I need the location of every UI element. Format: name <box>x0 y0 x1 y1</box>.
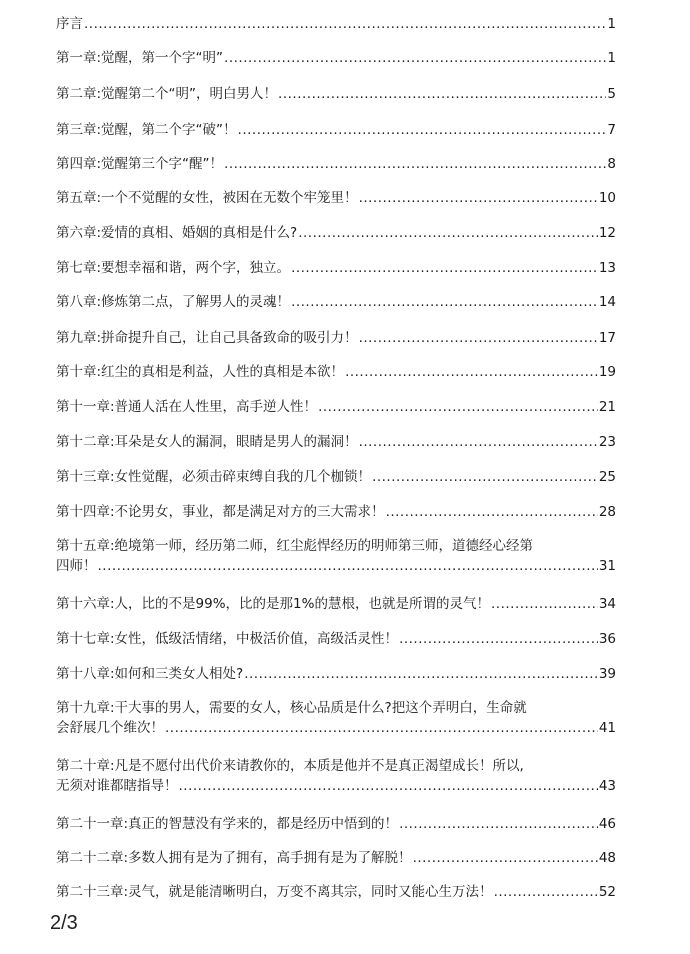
toc-entry-title: 第十六章:人，比的不是99%，比的是那1%的慧根，也就是所谓的灵气！ <box>56 596 490 612</box>
toc-entry-chapter-15[interactable] <box>56 536 616 576</box>
toc-leader-dots <box>98 556 598 576</box>
toc-leader-dots <box>165 718 598 738</box>
toc-leader-dots <box>491 594 598 614</box>
toc-entry-title: 第十四章:不论男女，事业，都是满足对方的三大需求！ <box>56 504 385 520</box>
toc-entry-chapter-20[interactable] <box>56 756 616 796</box>
toc-entry-chapter-10[interactable] <box>56 362 616 382</box>
toc-leader-dots <box>359 188 598 208</box>
toc-entry-title: 序言 <box>56 16 83 32</box>
toc-entry-chapter-6[interactable] <box>56 223 616 243</box>
toc-leader-dots <box>372 467 598 487</box>
toc-entry-page: 10 <box>598 190 616 206</box>
toc-entry-chapter-11[interactable] <box>56 397 616 417</box>
toc-entry-page: 1 <box>607 50 616 66</box>
toc-entry-page: 17 <box>598 330 616 346</box>
toc-leader-dots <box>494 882 598 902</box>
toc-entry-title: 第十三章:女性觉醒，必须击碎束缚自我的几个枷锁！ <box>56 469 372 485</box>
toc-leader-dots <box>413 848 598 868</box>
toc-entry-title: 第九章:拼命提升自己，让自己具备致命的吸引力！ <box>56 330 358 346</box>
toc-leader-dots <box>298 223 598 243</box>
toc-entry-chapter-21[interactable] <box>56 814 616 834</box>
toc-leader-dots <box>278 84 606 104</box>
toc-entry-chapter-9[interactable] <box>56 328 616 348</box>
toc-entry-chapter-1[interactable] <box>56 48 616 68</box>
toc-entry-page: 52 <box>598 884 616 900</box>
toc-leader-dots <box>399 814 598 834</box>
toc-entry-chapter-2[interactable] <box>56 84 616 104</box>
toc-entry-chapter-13[interactable] <box>56 467 616 487</box>
toc-entry-title-line1: 第十五章:绝境第一师，经历第二师，红尘彪悍经历的明师第三师，道德经心经第 <box>56 538 534 554</box>
toc-entry-title: 会舒展几个维次！ <box>56 720 164 736</box>
toc-entry-page: 5 <box>607 86 616 102</box>
toc-entry-title: 第七章:要想幸福和谐，两个字，独立。 <box>56 260 291 276</box>
toc-entry-page: 41 <box>598 720 616 736</box>
toc-entry-chapter-5[interactable] <box>56 188 616 208</box>
toc-entry-page: 19 <box>598 364 616 380</box>
toc-entry-title: 第十二章:耳朵是女人的漏洞，眼睛是男人的漏洞！ <box>56 434 358 450</box>
toc-entry-page: 25 <box>598 469 616 485</box>
toc-entry-title-line1: 第十九章:干大事的男人，需要的女人，核心品质是什么?把这个弄明白，生命就 <box>56 700 527 716</box>
toc-entry-page: 7 <box>607 122 616 138</box>
toc-entry-page: 34 <box>598 596 616 612</box>
toc-entry-title: 第六章:爱情的真相、婚姻的真相是什么? <box>56 225 298 241</box>
toc-entry-title: 第二十二章:多数人拥有是为了拥有，高手拥有是为了解脱！ <box>56 850 412 866</box>
toc-entry-title: 第二十一章:真正的智慧没有学来的，都是经历中悟到的！ <box>56 816 399 832</box>
toc-entry-title: 第五章:一个不觉醒的女性，被困在无数个牢笼里！ <box>56 190 358 206</box>
toc-leader-dots <box>224 154 606 174</box>
toc-leader-dots <box>399 629 598 649</box>
toc-entry-page: 23 <box>598 434 616 450</box>
page-indicator: 2/3 <box>50 912 78 934</box>
toc-entry-page: 14 <box>598 294 616 310</box>
toc-leader-dots <box>291 292 598 312</box>
toc-entry-page: 8 <box>607 156 616 172</box>
toc-entry-title: 无须对谁都瞎指导！ <box>56 778 178 794</box>
toc-leader-dots <box>386 502 598 522</box>
toc-entry-chapter-14[interactable] <box>56 502 616 522</box>
toc-entry-page: 36 <box>598 631 616 647</box>
toc-entry-title-line1: 第二十章:凡是不愿付出代价来请教你的，本质是他并不是真正渴望成长！所以, <box>56 758 524 774</box>
toc-entry-page: 43 <box>598 778 616 794</box>
toc-entry-page: 48 <box>598 850 616 866</box>
toc-entry-title: 第八章:修炼第二点，了解男人的灵魂！ <box>56 294 291 310</box>
toc-leader-dots <box>238 120 607 140</box>
toc-leader-dots <box>244 664 598 684</box>
toc-entry-page: 1 <box>607 16 616 32</box>
toc-entry-chapter-8[interactable] <box>56 292 616 312</box>
toc-leader-dots <box>345 362 598 382</box>
toc-entry-title: 第十一章:普通人活在人性里，高手逆人性！ <box>56 399 318 415</box>
toc-entry-title: 第二章:觉醒第二个“明”，明白男人！ <box>56 86 278 102</box>
toc-leader-dots <box>291 258 598 278</box>
toc-entry-chapter-19[interactable] <box>56 698 616 738</box>
toc-entry-title: 第四章:觉醒第三个字“醒”！ <box>56 156 224 172</box>
toc-entry-page: 28 <box>598 504 616 520</box>
toc-entry-page: 21 <box>598 399 616 415</box>
toc-entry-chapter-7[interactable] <box>56 258 616 278</box>
toc-entry-chapter-23[interactable] <box>56 882 616 902</box>
toc-entry-chapter-16[interactable] <box>56 594 616 614</box>
toc-entry-page: 12 <box>598 225 616 241</box>
toc-entry-chapter-22[interactable] <box>56 848 616 868</box>
toc-entry-title: 第十七章:女性，低级活情绪，中极活价值，高级活灵性！ <box>56 631 399 647</box>
toc-leader-dots <box>224 48 606 68</box>
toc-entry-chapter-12[interactable] <box>56 432 616 452</box>
toc-entry-chapter-17[interactable] <box>56 629 616 649</box>
toc-entry-chapter-4[interactable] <box>56 154 616 174</box>
toc-entry-title: 第二十三章:灵气，就是能清晰明白，万变不离其宗，同时又能心生万法！ <box>56 884 493 900</box>
toc-entry-title: 第一章:觉醒，第一个字“明” <box>56 50 224 66</box>
toc-entry-title: 第十八章:如何和三类女人相处? <box>56 666 244 682</box>
toc-entry-chapter-18[interactable] <box>56 664 616 684</box>
toc-entry-title: 第十章:红尘的真相是利益，人性的真相是本欲！ <box>56 364 345 380</box>
toc-entry-page: 31 <box>598 558 616 574</box>
toc-leader-dots <box>359 432 598 452</box>
toc-entry-page: 39 <box>598 666 616 682</box>
toc-leader-dots <box>318 397 598 417</box>
toc-leader-dots <box>84 14 606 34</box>
toc-entry-page: 13 <box>598 260 616 276</box>
toc-entry-page: 46 <box>598 816 616 832</box>
toc-entry-title: 第三章:觉醒，第二个字“破”！ <box>56 122 237 138</box>
toc-leader-dots <box>359 328 598 348</box>
toc-entry-preface[interactable] <box>56 14 616 34</box>
toc-leader-dots <box>179 776 598 796</box>
toc-entry-chapter-3[interactable] <box>56 120 616 140</box>
toc-entry-title: 四师！ <box>56 558 97 574</box>
